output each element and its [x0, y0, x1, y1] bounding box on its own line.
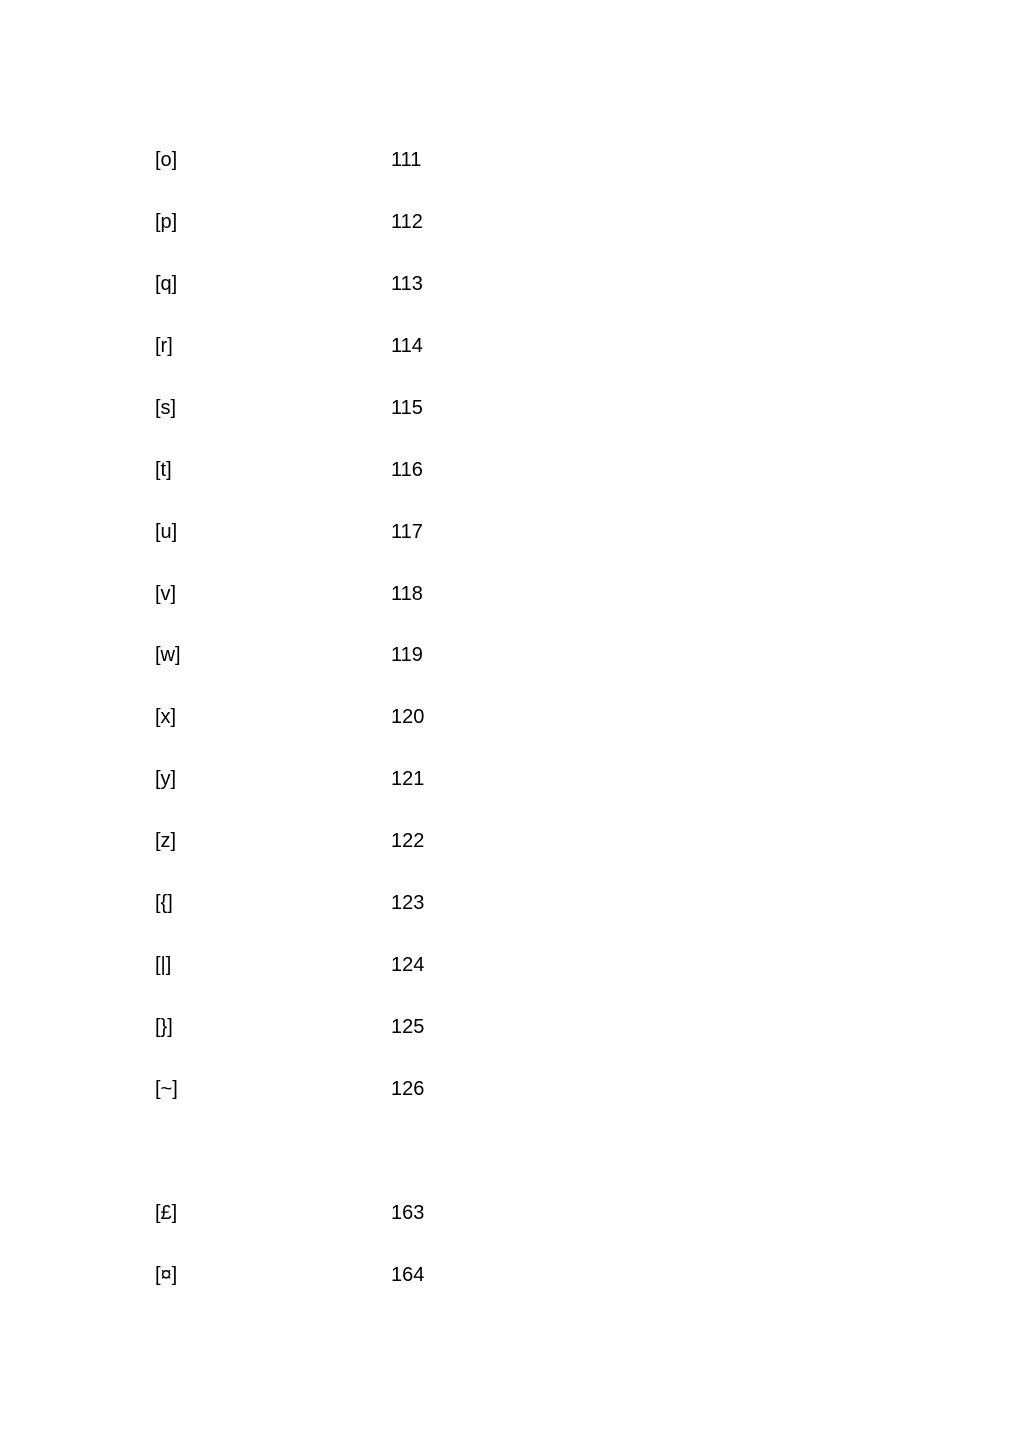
code-cell: 112	[391, 211, 423, 233]
table-row	[0, 702, 1024, 732]
code-cell: 119	[391, 644, 423, 666]
code-cell: 113	[391, 273, 423, 295]
character-cell: [q]	[155, 273, 178, 295]
table-row	[0, 640, 1024, 670]
code-cell: 163	[391, 1202, 425, 1224]
code-cell: 123	[391, 892, 425, 914]
character-cell: [z]	[155, 830, 177, 852]
table-row	[0, 579, 1024, 609]
table-row	[0, 331, 1024, 361]
character-cell: [p]	[155, 211, 178, 233]
code-cell: 115	[391, 397, 423, 419]
character-cell: [{]	[155, 892, 173, 914]
table-row	[0, 145, 1024, 175]
code-cell: 126	[391, 1078, 425, 1100]
character-cell: [£]	[155, 1202, 178, 1224]
code-cell: 118	[391, 583, 423, 605]
character-cell: [v]	[155, 583, 177, 605]
character-cell: [r]	[155, 335, 173, 357]
character-cell: [t]	[155, 459, 172, 481]
code-cell: 124	[391, 954, 425, 976]
table-row	[0, 826, 1024, 856]
character-cell: [y]	[155, 768, 177, 790]
character-cell: [w]	[155, 644, 181, 666]
table-row	[0, 1198, 1024, 1228]
character-cell: [~]	[155, 1078, 178, 1100]
table-row	[0, 393, 1024, 423]
table-row	[0, 207, 1024, 237]
character-cell: [x]	[155, 706, 177, 728]
code-cell: 122	[391, 830, 425, 852]
table-row	[0, 1012, 1024, 1042]
code-cell: 120	[391, 706, 425, 728]
character-cell: [o]	[155, 149, 178, 171]
code-cell: 111	[391, 149, 422, 171]
table-row	[0, 950, 1024, 980]
table-row	[0, 1074, 1024, 1104]
table-row	[0, 517, 1024, 547]
table-row	[0, 1260, 1024, 1290]
character-cell: [|]	[155, 954, 172, 976]
character-cell: [}]	[155, 1016, 173, 1038]
table-row	[0, 455, 1024, 485]
code-cell: 116	[391, 459, 423, 481]
character-cell: [s]	[155, 397, 177, 419]
table-row	[0, 764, 1024, 794]
code-cell: 114	[391, 335, 423, 357]
table-row	[0, 269, 1024, 299]
code-cell: 121	[391, 768, 425, 790]
table-row	[0, 888, 1024, 918]
character-cell: [u]	[155, 521, 178, 543]
code-cell: 164	[391, 1264, 425, 1286]
code-cell: 117	[391, 521, 423, 543]
character-cell: [¤]	[155, 1264, 178, 1286]
code-cell: 125	[391, 1016, 425, 1038]
